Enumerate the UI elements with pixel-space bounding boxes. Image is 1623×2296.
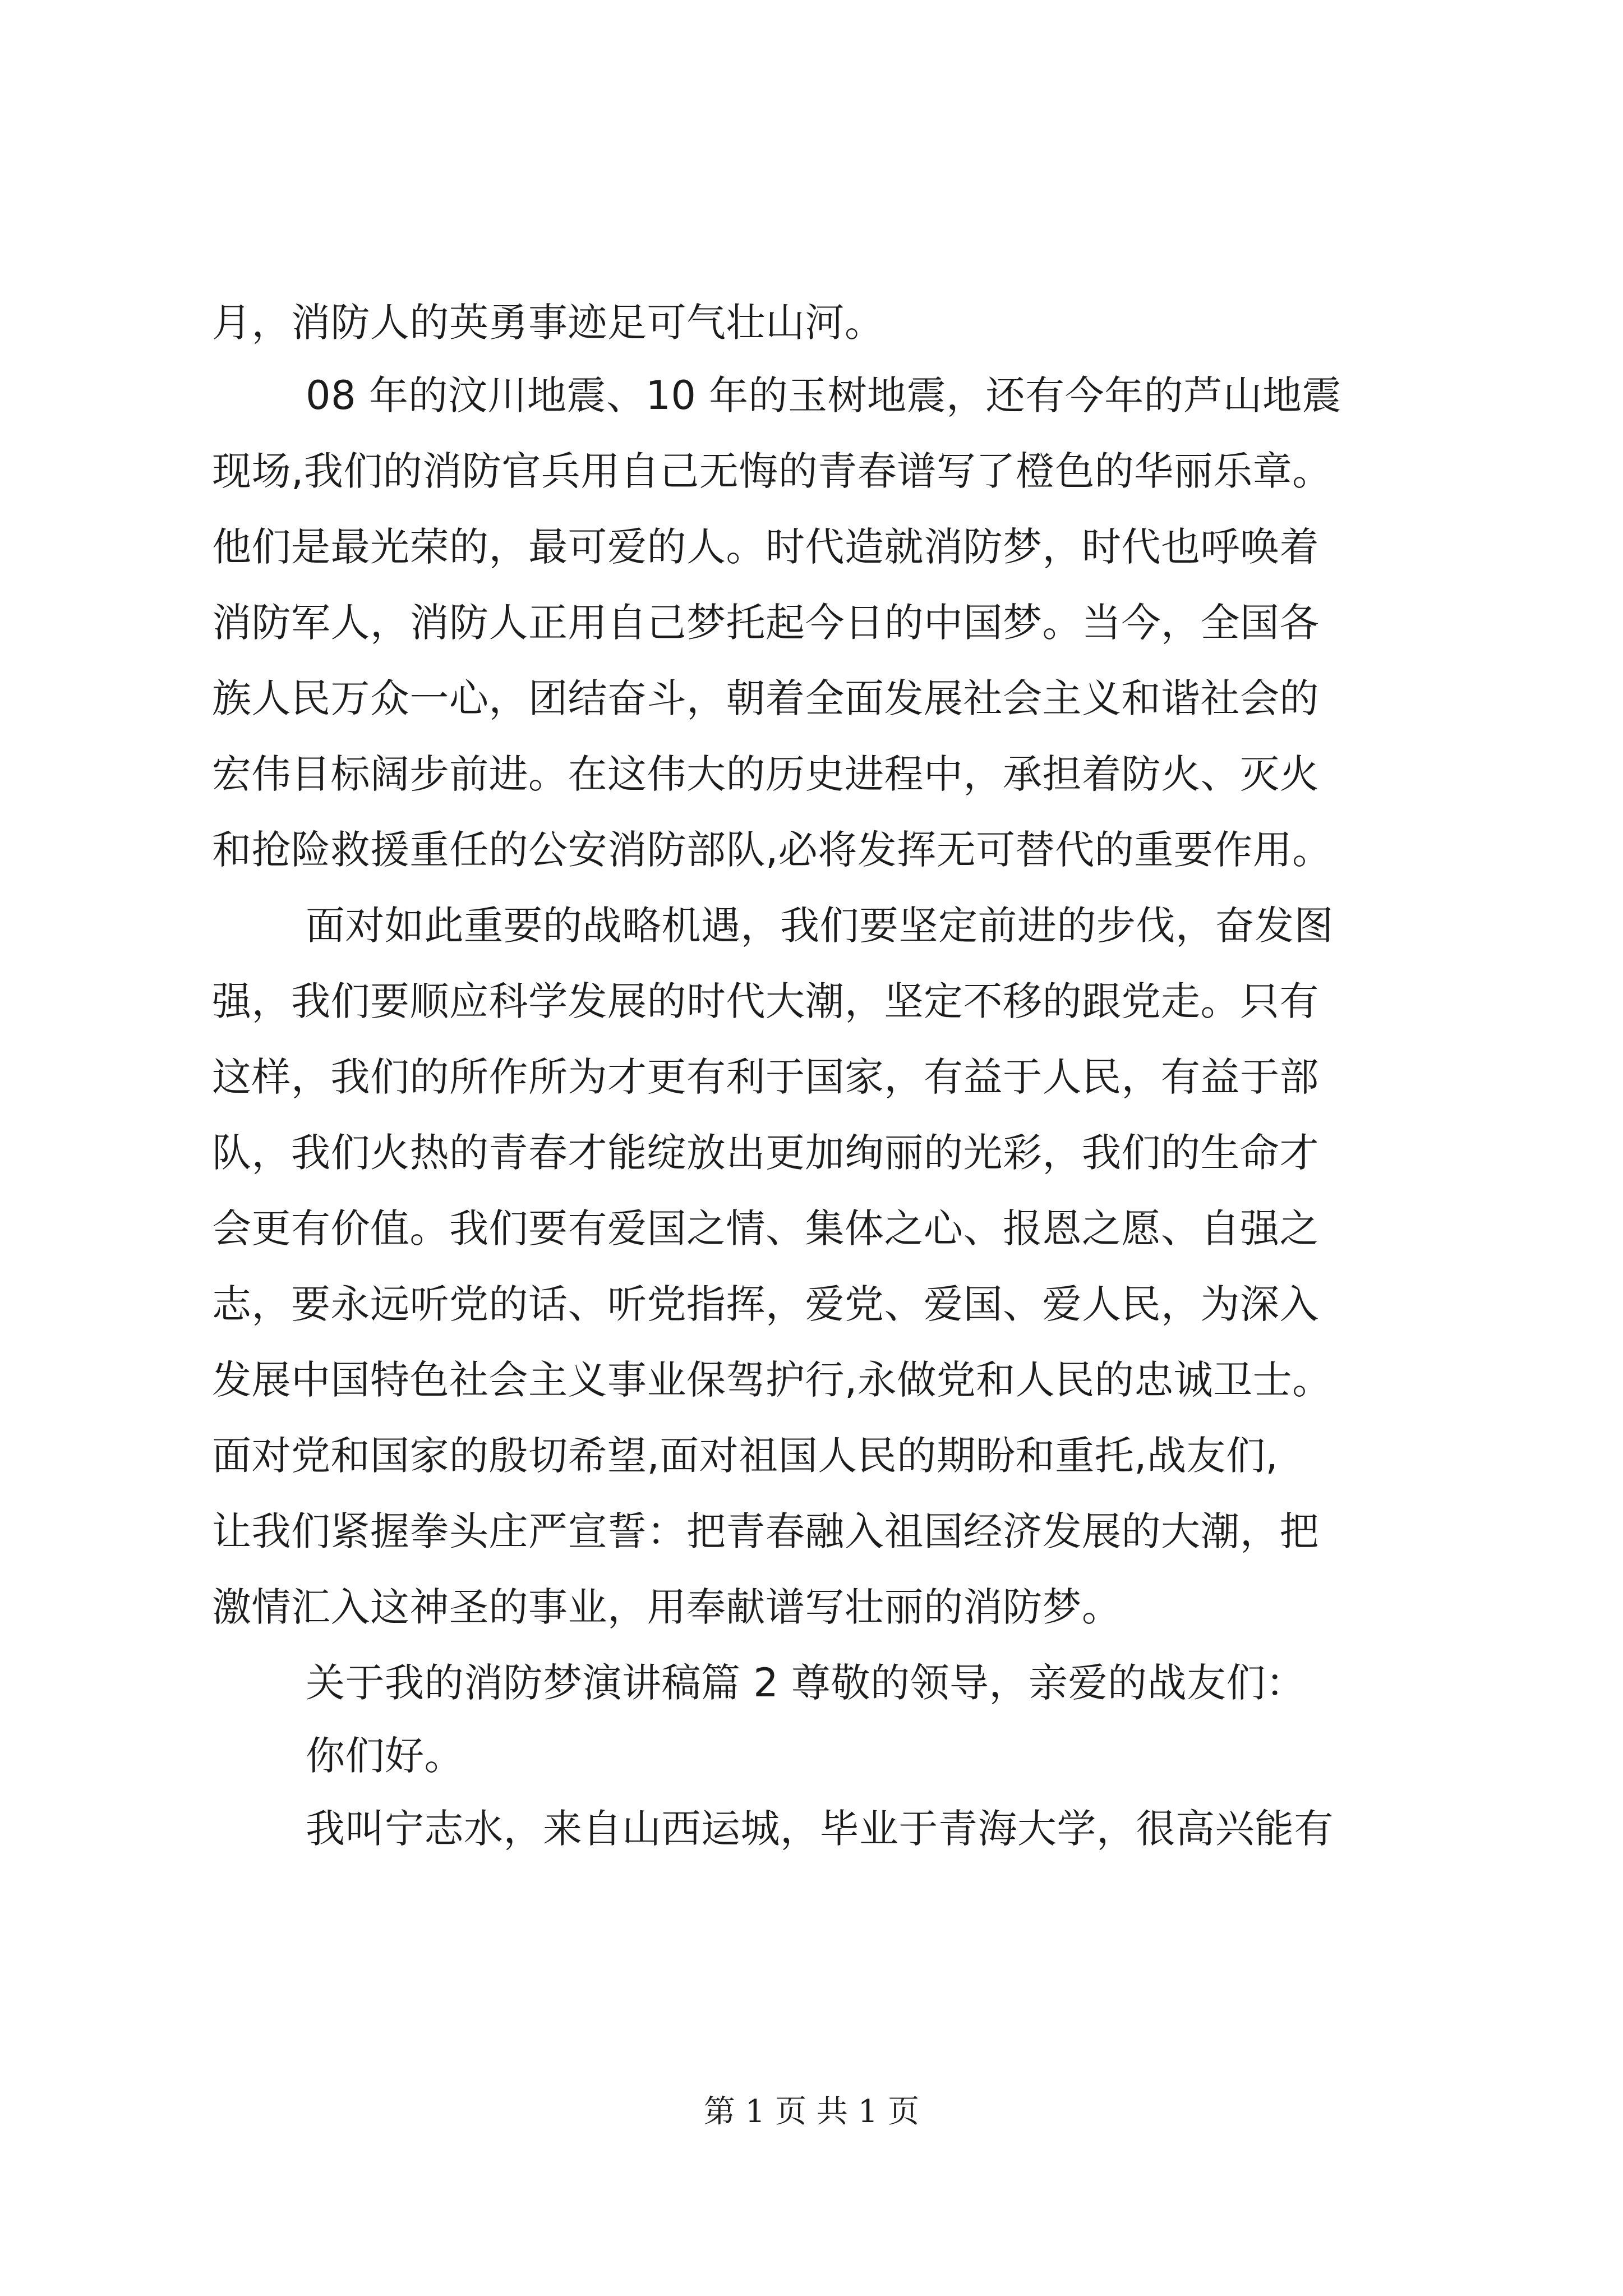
text-line: 这样，我们的所作所为才更有利于国家，有益于人民，有益于部	[212, 1054, 1319, 1100]
text-line: 面对党和国家的殷切希望,面对祖国人民的期盼和重托,战友们,	[212, 1433, 1279, 1479]
text-line: 族人民万众一心，团结奋斗，朝着全面发展社会主义和谐社会的	[212, 675, 1319, 721]
text-line: 面对如此重要的战略机遇，我们要坚定前进的步伐，奋发图	[306, 903, 1334, 949]
text-line: 我叫宁志水，来自山西运城，毕业于青海大学，很高兴能有	[306, 1806, 1334, 1852]
page-number-footer: 第 1 页 共 1 页	[703, 2093, 920, 2130]
text-line: 发展中国特色社会主义事业保驾护行,永做党和人民的忠诚卫士。	[212, 1357, 1332, 1403]
text-line: 会更有价值。我们要有爱国之情、集体之心、报恩之愿、自强之	[212, 1205, 1319, 1251]
text-line: 和抢险救援重任的公安消防部队,必将发挥无可替代的重要作用。	[212, 827, 1332, 873]
text-line: 志，要永远听党的话、听党指挥，爱党、爱国、爱人民，为深入	[212, 1281, 1319, 1327]
text-line: 他们是最光荣的，最可爱的人。时代造就消防梦，时代也呼唤着	[212, 524, 1319, 570]
text-line: 让我们紧握拳头庄严宣誓：把青春融入祖国经济发展的大潮，把	[212, 1508, 1319, 1554]
text-line: 激情汇入这神圣的事业，用奉献谱写壮丽的消防梦。	[212, 1584, 1122, 1630]
text-line: 宏伟目标阔步前进。在这伟大的历史进程中，承担着防火、灭火	[212, 751, 1319, 797]
text-line: 月，消防人的英勇事迹足可气壮山河。	[212, 300, 884, 346]
text-line: 你们好。	[306, 1733, 464, 1779]
text-line: 08 年的汶川地震、10 年的玉树地震，还有今年的芦山地震	[306, 372, 1342, 418]
text-line: 强，我们要顺应科学发展的时代大潮，坚定不移的跟党走。只有	[212, 978, 1319, 1024]
text-line: 现场,我们的消防官兵用自己无悔的青春谱写了橙色的华丽乐章。	[212, 448, 1332, 494]
text-line: 队，我们火热的青春才能绽放出更加绚丽的光彩，我们的生命才	[212, 1130, 1319, 1176]
text-line: 消防军人，消防人正用自己梦托起今日的中国梦。当今，全国各	[212, 600, 1319, 646]
text-line: 关于我的消防梦演讲稿篇 2 尊敬的领导，亲爱的战友们：	[306, 1660, 1306, 1706]
